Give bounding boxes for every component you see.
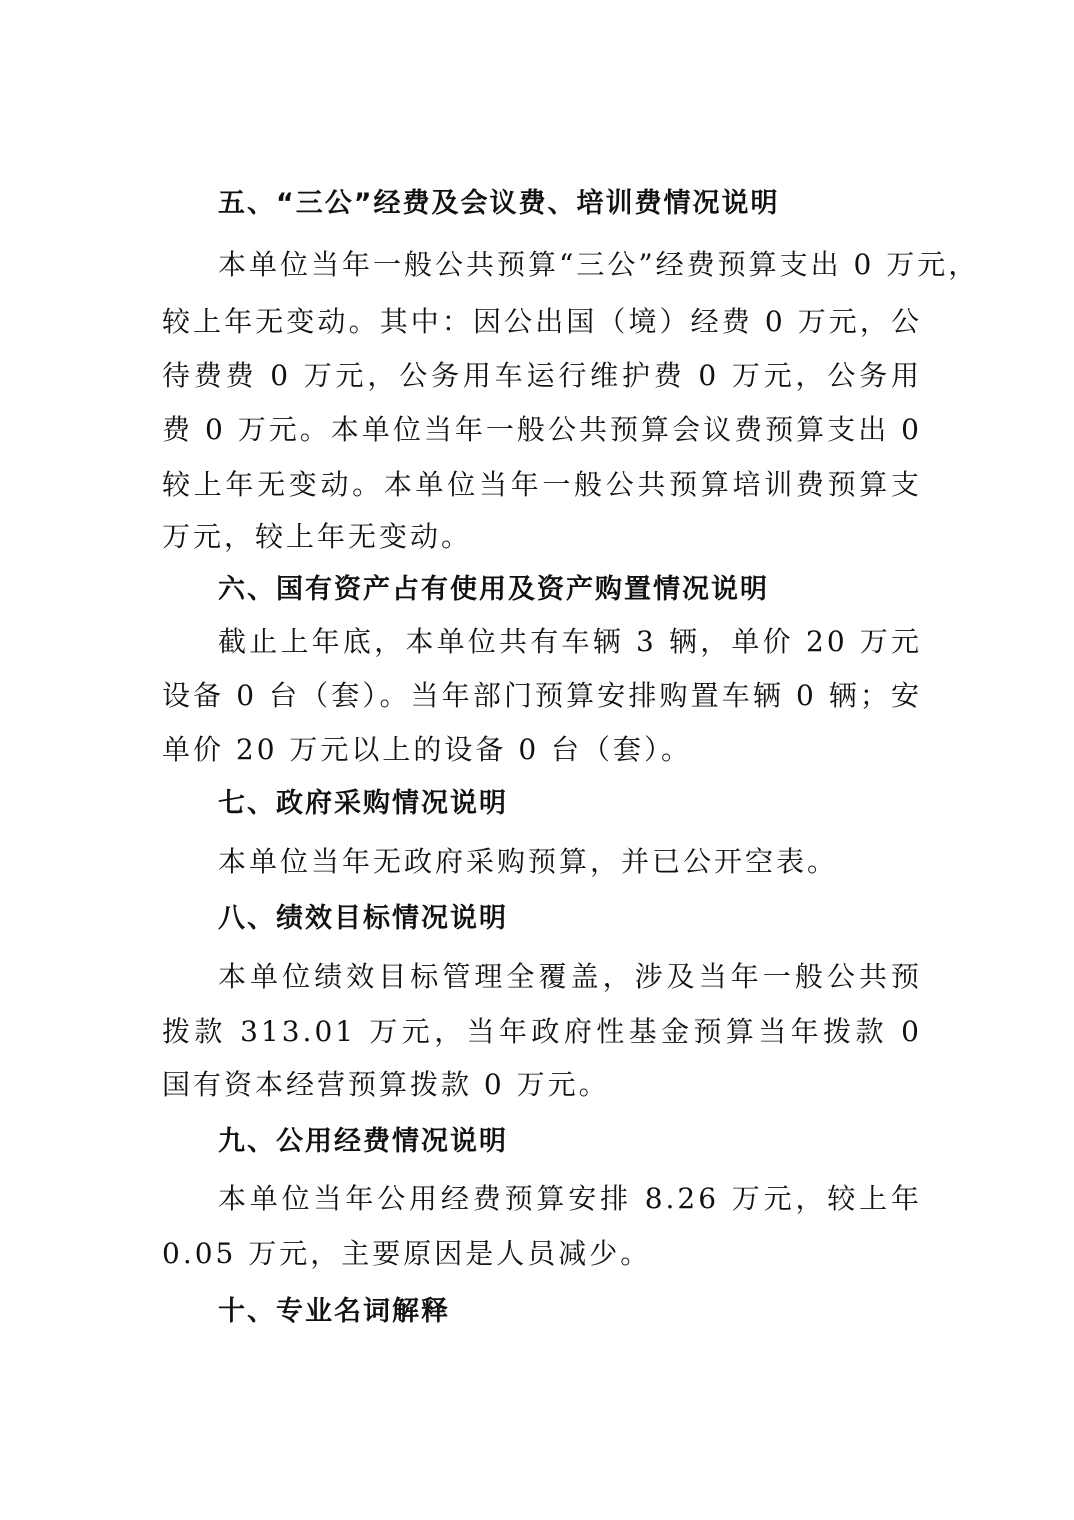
paragraph-line: 截止上年底，本单位共有车辆 3 辆，单价 20 万元 (218, 625, 922, 658)
paragraph-line: 本单位当年公用经费预算安排 8.26 万元，较上年 (218, 1182, 922, 1215)
paragraph-line: 较上年无变动。其中：因公出国（境）经费 0 万元，公 (162, 305, 922, 338)
paragraph-line: 费 0 万元。本单位当年一般公共预算会议费预算支出 0 (162, 413, 922, 446)
paragraph-line: 拨款 313.01 万元，当年政府性基金预算当年拨款 0 (162, 1015, 922, 1048)
paragraph-line: 设备 0 台（套）。当年部门预算安排购置车辆 0 辆；安 (162, 679, 922, 712)
section-heading-8: 八、绩效目标情况说明 (218, 903, 508, 934)
paragraph-line: 较上年无变动。本单位当年一般公共预算培训费预算支 (162, 468, 922, 501)
paragraph-line: 单价 20 万元以上的设备 0 台（套）。 (162, 733, 693, 766)
paragraph-line: 本单位绩效目标管理全覆盖，涉及当年一般公共预 (218, 960, 922, 993)
paragraph-line: 本单位当年无政府采购预算，并已公开空表。 (218, 845, 839, 878)
paragraph-line: 待费费 0 万元，公务用车运行维护费 0 万元，公务用 (162, 359, 922, 392)
section-heading-5: 五、“三公”经费及会议费、培训费情况说明 (218, 188, 780, 219)
section-heading-6: 六、国有资产占有使用及资产购置情况说明 (218, 574, 769, 605)
paragraph-line: 万元，较上年无变动。 (162, 520, 473, 553)
paragraph-line: 0.05 万元，主要原因是人员减少。 (162, 1237, 652, 1270)
section-heading-7: 七、政府采购情况说明 (218, 788, 508, 819)
paragraph-line: 国有资本经营预算拨款 0 万元。 (162, 1068, 610, 1101)
paragraph-line: 本单位当年一般公共预算“三公”经费预算支出 0 万元， (218, 248, 980, 281)
section-heading-9: 九、公用经费情况说明 (218, 1126, 508, 1157)
section-heading-10: 十、专业名词解释 (218, 1296, 450, 1327)
